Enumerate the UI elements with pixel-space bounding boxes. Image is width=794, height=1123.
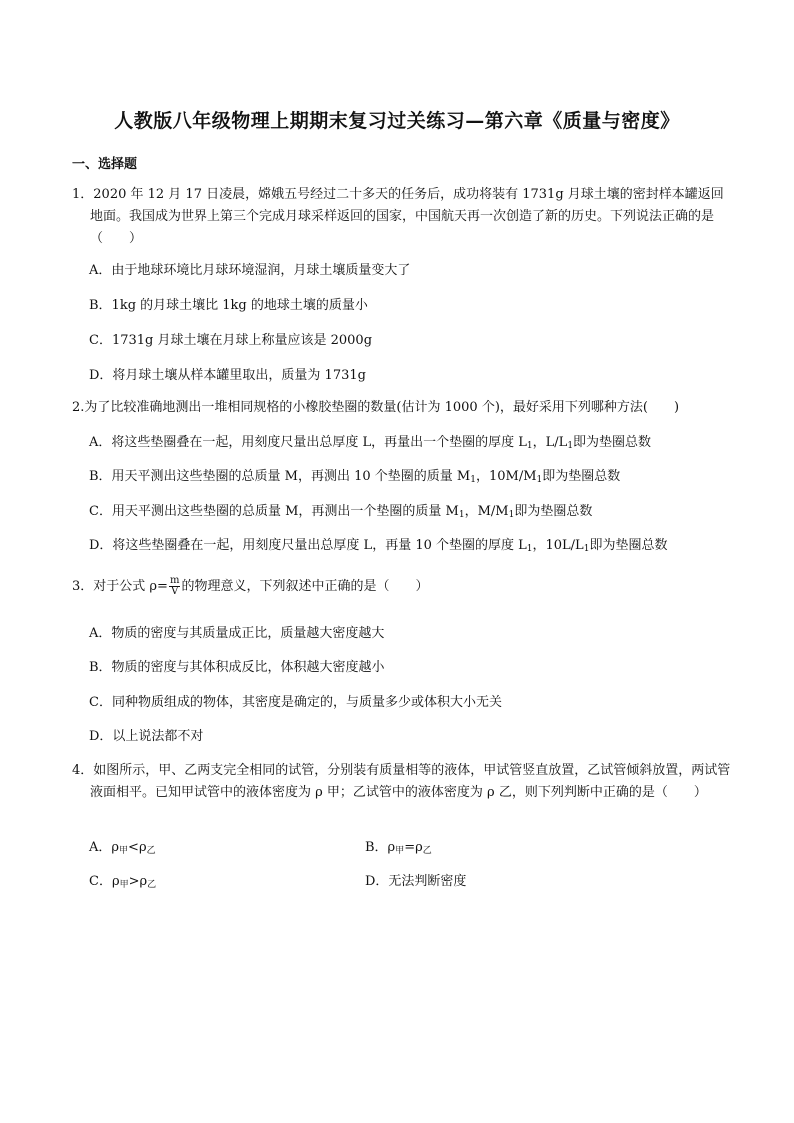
question-2 — [72, 397, 742, 419]
question-2-option-b[interactable] — [89, 468, 620, 486]
density-fraction — [169, 576, 180, 597]
option-text: C．ρ — [89, 874, 120, 889]
question-4-option-b[interactable] — [365, 839, 432, 860]
question-4-text: 4．如图所示，甲、乙两支完全相同的试管，分别装有质量相等的液体，甲试管竖直放置，乙试管倾斜放置，两试管液面相平。已知甲试管中的液体密度为 ρ 甲；乙试管中的液体密度为 ρ 乙，则下列判断中正确的是（ ） — [72, 763, 731, 800]
question-3-text: 的物理意义，下列叙述中正确的是（ ） — [181, 579, 429, 594]
question-1-option-a[interactable]: A．由于地球环境比月球环境湿润，月球土壤质量变大了 — [89, 263, 411, 278]
option-text: A．ρ — [89, 840, 120, 855]
fraction-numerator: m — [169, 575, 180, 586]
subscript: 1 — [583, 544, 590, 554]
option-text: 即为垫圈总数 — [573, 435, 652, 450]
question-1-option-c[interactable]: C．1731g 月球土壤在月球上称量应该是 2000g — [89, 333, 373, 348]
subscript: 1 — [526, 544, 533, 554]
subscript: 1 — [458, 510, 465, 520]
question-4 — [72, 760, 742, 804]
question-2-option-d[interactable] — [89, 537, 667, 555]
option-text: ，10L/L — [532, 538, 584, 553]
page-title: 人教版八年级物理上期期末复习过关练习—第六章《质量与密度》 — [114, 110, 680, 132]
fraction-denominator: V — [171, 586, 179, 597]
option-text: <ρ — [128, 840, 147, 855]
option-text: ，L/L — [532, 435, 568, 450]
subscript: 1 — [567, 441, 574, 451]
question-3-option-c[interactable]: C．同种物质组成的物体，其密度是确定的，与质量多少或体积大小无关 — [89, 695, 502, 710]
subscript: 甲 — [119, 880, 129, 890]
question-1-option-d[interactable]: D．将月球土壤从样本罐里取出，质量为 1731g — [89, 368, 366, 383]
question-3-option-b[interactable]: B．物质的密度与其体积成反比，体积越大密度越小 — [89, 660, 385, 675]
subscript: 1 — [470, 475, 476, 485]
question-3-text: 3．对于公式 ρ= — [72, 579, 168, 594]
question-1-option-b[interactable]: B．1kg 的月球土壤比 1kg 的地球土壤的质量小 — [89, 298, 368, 313]
section-heading: 一、选择题 — [72, 157, 138, 172]
question-2-option-a[interactable] — [89, 434, 651, 452]
question-2-option-c[interactable] — [89, 503, 592, 521]
option-text: >ρ — [128, 874, 148, 889]
question-1 — [72, 184, 732, 250]
option-text: 即为垫圈总数 — [542, 469, 621, 484]
option-text: 即为垫圈总数 — [589, 538, 668, 553]
subscript: 乙 — [146, 846, 156, 856]
question-4-option-c[interactable] — [89, 873, 156, 894]
question-4-option-d[interactable]: D．无法判断密度 — [365, 874, 467, 889]
option-text: ，10M/M — [475, 469, 537, 484]
subscript: 乙 — [422, 846, 432, 856]
question-1-text: 1．2020 年 12 月 17 日凌晨，嫦娥五号经过二十多天的任务后，成功将装有 1731g 月球土壤的密封样本罐返回地面。我国成为世界上第三个完成月球采样返回的国家，中国航天再一次创造了新的历史。下列说法正确的是（ ） — [72, 187, 724, 246]
question-3 — [72, 576, 732, 598]
subscript: 甲 — [119, 846, 129, 856]
option-text: B．ρ — [365, 840, 396, 855]
option-text: A．将这些垫圈叠在一起，用刻度尺量出总厚度 L，再量出一个垫圈的厚度 L — [89, 435, 527, 450]
question-4-option-a[interactable] — [89, 839, 156, 860]
subscript: 1 — [526, 441, 533, 451]
subscript: 甲 — [395, 846, 405, 856]
question-2-text: 2.为了比较准确地测出一堆相同规格的小橡胶垫圈的数量(估计为 1000 个)，最好采用下列哪种方法( ) — [72, 400, 680, 415]
subscript: 1 — [508, 510, 515, 520]
option-text: B．用天平测出这些垫圈的总质量 M，再测出 10 个垫圈的质量 M — [89, 469, 471, 484]
subscript: 乙 — [147, 880, 157, 890]
option-text: ，M/M — [464, 504, 509, 519]
option-text: 即为垫圈总数 — [514, 504, 593, 519]
question-3-option-d[interactable]: D．以上说法都不对 — [89, 729, 204, 744]
option-text: D．将这些垫圈叠在一起，用刻度尺量出总厚度 L，再量 10 个垫圈的厚度 L — [89, 538, 527, 553]
subscript: 1 — [536, 475, 543, 485]
option-text: C．用天平测出这些垫圈的总质量 M，再测出一个垫圈的质量 M — [89, 504, 459, 519]
question-3-option-a[interactable]: A．物质的密度与其质量成正比，质量越大密度越大 — [89, 626, 385, 641]
option-text: =ρ — [404, 840, 423, 855]
